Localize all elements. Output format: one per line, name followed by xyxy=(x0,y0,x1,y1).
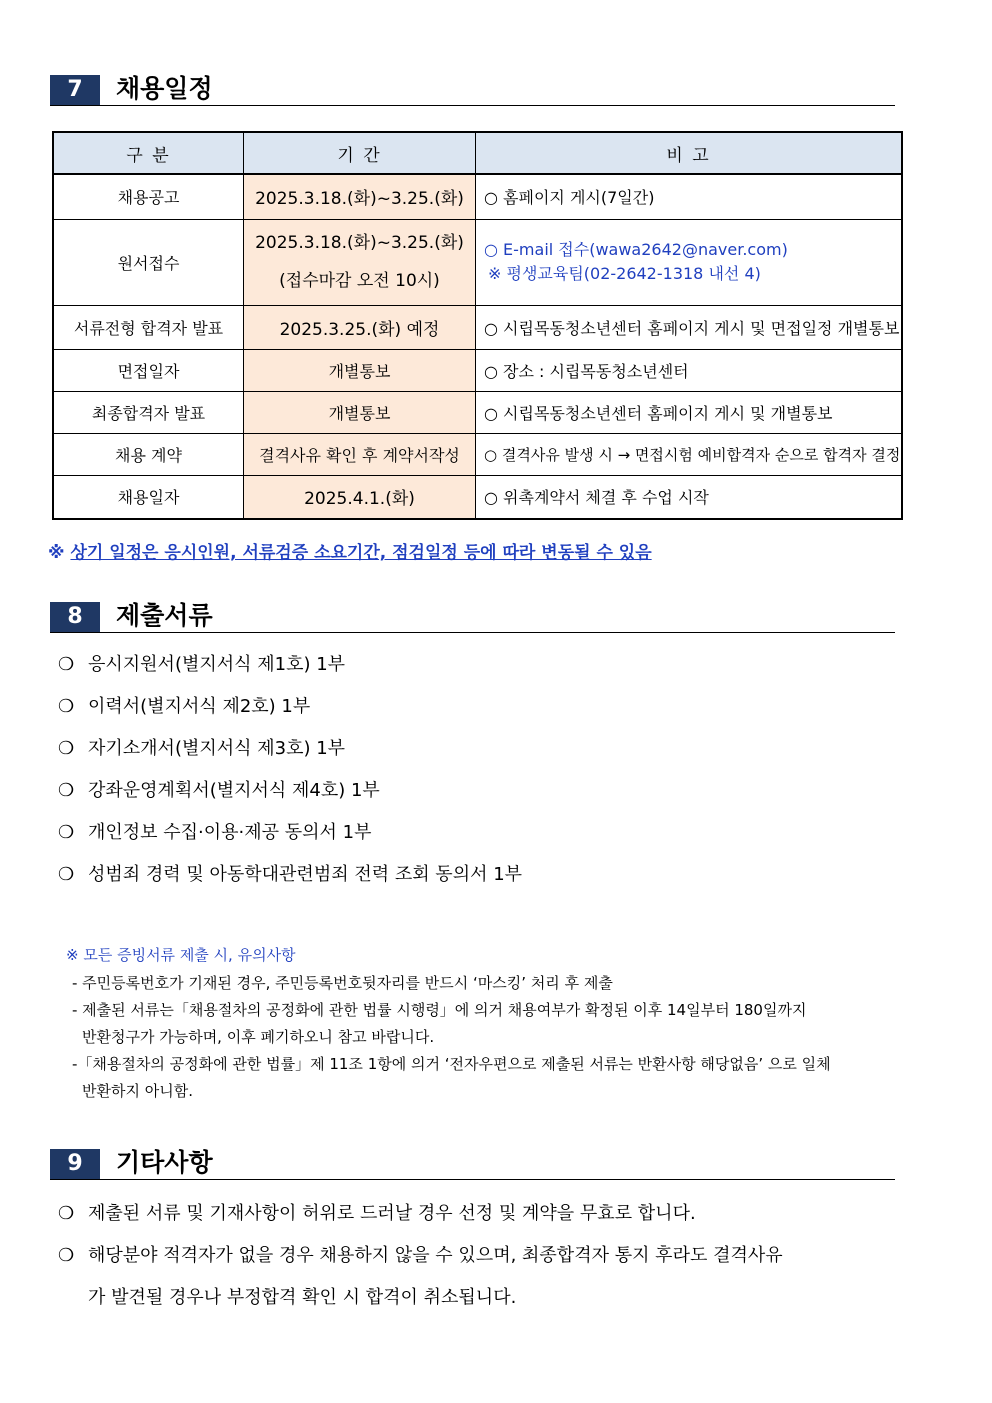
row-note: ○ 홈페이지 게시(7일간) xyxy=(476,174,903,219)
row-label: 최종합격자 발표 xyxy=(53,391,244,433)
bullet-icon: ❍ xyxy=(58,780,75,801)
row-period: 2025.3.18.(화)~3.25.(화) xyxy=(244,174,476,219)
list-item xyxy=(58,1199,696,1225)
table-row xyxy=(53,305,902,349)
caution-line: - 주민등록번호가 기재된 경우, 주민등록번호뒷자리를 반드시 ‘마스킹’ 처리 후 제출 xyxy=(72,974,613,992)
row-note: ○ 결격사유 발생 시 → 면접시험 예비합격자 순으로 합격자 결정 xyxy=(476,433,903,475)
list-item-text: 이력서(별지서식 제2호) 1부 xyxy=(88,696,311,717)
table-row xyxy=(53,349,902,391)
section-title: 채용일정 xyxy=(116,74,213,103)
list-item xyxy=(58,734,345,760)
caution-line: -「채용절차의 공정화에 관한 법률」제 11조 1항에 의거 ‘전자우편으로 제출된 서류는 반환사항 해당없음’ 으로 일체 xyxy=(72,1055,831,1073)
section-title: 제출서류 xyxy=(116,601,213,630)
row-label: 서류전형 합격자 발표 xyxy=(53,305,244,349)
schedule-note xyxy=(48,538,652,563)
row-label: 채용공고 xyxy=(53,174,244,219)
caution-line: 반환하지 아니함. xyxy=(82,1082,193,1100)
section-number: 8 xyxy=(50,602,100,632)
row-period: 2025.3.18.(화)~3.25.(화) xyxy=(255,233,464,253)
list-item xyxy=(58,860,522,886)
row-note: ○ 시립목동청소년센터 홈페이지 게시 및 개별통보 xyxy=(476,391,903,433)
bullet-icon: ❍ xyxy=(58,738,75,759)
row-period: 개별통보 xyxy=(244,349,476,391)
row-period: 개별통보 xyxy=(244,391,476,433)
list-item xyxy=(58,776,380,802)
caution-line: 반환청구가 가능하며, 이후 폐기하오니 참고 바랍니다. xyxy=(82,1028,435,1046)
list-item xyxy=(58,650,345,676)
list-item xyxy=(58,818,372,844)
bullet-icon: ❍ xyxy=(58,654,75,675)
list-item xyxy=(58,1241,783,1267)
row-note: ○ 장소 : 시립목동청소년센터 xyxy=(476,349,903,391)
row-note: ○ 시립목동청소년센터 홈페이지 게시 및 면접일정 개별통보 xyxy=(476,305,903,349)
row-note-cell xyxy=(476,219,903,305)
row-label: 원서접수 xyxy=(53,219,244,305)
list-item-text: 해당분야 적격자가 없을 경우 채용하지 않을 수 있으며, 최종합격자 통지 후라도 결격사유 xyxy=(88,1245,783,1266)
row-period-sub: (접수마감 오전 10시) xyxy=(279,271,440,291)
row-note: ○ 위촉계약서 체결 후 수업 시작 xyxy=(476,475,903,519)
list-item-text: 강좌운영계획서(별지서식 제4호) 1부 xyxy=(88,780,380,801)
row-note: ○ E-mail 접수(wawa2642@naver.com) xyxy=(484,240,788,259)
bullet-icon: ❍ xyxy=(58,1245,75,1266)
section-number: 7 xyxy=(50,75,100,105)
section-9-header xyxy=(50,1147,895,1180)
table-header-row xyxy=(53,132,902,174)
section-7-header xyxy=(50,73,895,106)
list-item-text: 제출된 서류 및 기재사항이 허위로 드러날 경우 선정 및 계약을 무효로 합니다. xyxy=(88,1203,696,1224)
list-item-text: 자기소개서(별지서식 제3호) 1부 xyxy=(88,738,346,759)
bullet-icon: ❍ xyxy=(58,822,75,843)
section-number: 9 xyxy=(50,1149,100,1179)
schedule-table xyxy=(52,131,903,520)
section-8-header xyxy=(50,600,895,633)
row-note-sub: ※ 평생교육팀(02-2642-1318 내선 4) xyxy=(488,264,761,283)
table-row xyxy=(53,174,902,219)
list-item-text: 응시지원서(별지서식 제1호) 1부 xyxy=(88,654,346,675)
row-period-cell xyxy=(244,219,476,305)
row-label: 채용일자 xyxy=(53,475,244,519)
caution-title: ※ 모든 증빙서류 제출 시, 유의사항 xyxy=(66,946,296,964)
list-item-continuation: 가 발견될 경우나 부정합격 확인 시 합격이 취소됩니다. xyxy=(88,1287,517,1308)
row-label: 면접일자 xyxy=(53,349,244,391)
bullet-icon: ❍ xyxy=(58,696,75,717)
caution-line: - 제출된 서류는「채용절차의 공정화에 관한 법률 시행령」에 의거 채용여부가 확정된 이후 14일부터 180일까지 xyxy=(72,1001,807,1019)
column-header: 기 간 xyxy=(244,132,476,174)
row-period: 2025.3.25.(화) 예정 xyxy=(244,305,476,349)
list-item-text: 개인정보 수집·이용·제공 동의서 1부 xyxy=(88,822,372,843)
row-period: 2025.4.1.(화) xyxy=(244,475,476,519)
list-item-text: 성범죄 경력 및 아동학대관련범죄 전력 조회 동의서 1부 xyxy=(88,864,523,885)
column-header: 비 고 xyxy=(476,132,903,174)
table-row xyxy=(53,219,902,305)
section-title: 기타사항 xyxy=(116,1148,213,1177)
table-row xyxy=(53,433,902,475)
table-row xyxy=(53,391,902,433)
bullet-icon: ❍ xyxy=(58,1203,75,1224)
table-row xyxy=(53,475,902,519)
column-header: 구 분 xyxy=(53,132,244,174)
note-mark: ※ xyxy=(48,543,65,563)
note-text: 상기 일정은 응시인원, 서류검증 소요기간, 점검일정 등에 따라 변동될 수 있음 xyxy=(70,543,652,563)
bullet-icon: ❍ xyxy=(58,864,75,885)
list-item xyxy=(58,692,310,718)
row-label: 채용 계약 xyxy=(53,433,244,475)
row-period: 결격사유 확인 후 계약서작성 xyxy=(244,433,476,475)
